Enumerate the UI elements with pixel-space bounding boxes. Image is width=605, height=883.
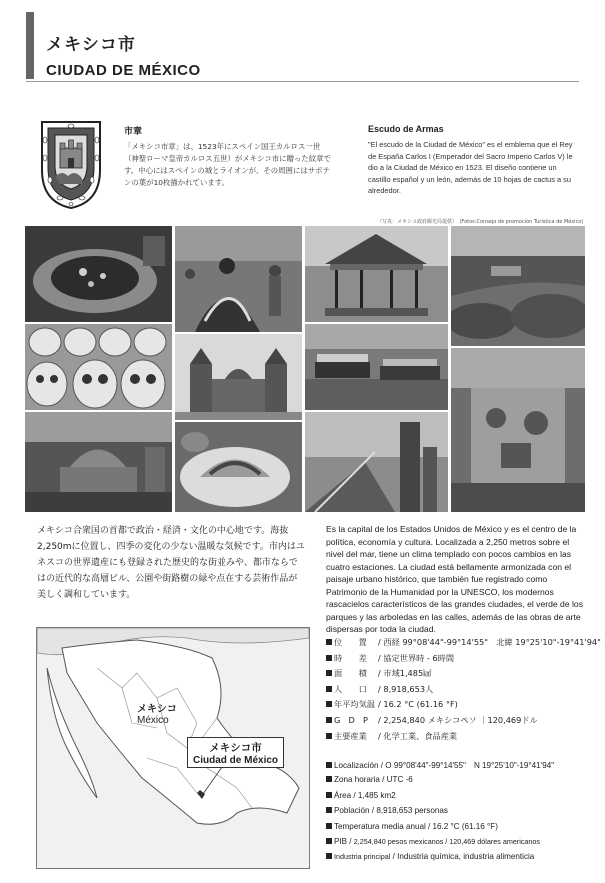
coat-of-arms-icon — [38, 118, 104, 210]
fact-item: Zona horaria / UTC -6 — [326, 775, 588, 790]
emblem-body-es: "El escudo de la Ciudad de México" es el emblema que el Rey de España Carlos I (Emperador del Sacro Imperio Carlos V) le dio a la Ciudad de México en 1523. El diseño contiene un castillo español y un león, además de 10 hojas de cactus a su alrededor. — [368, 140, 573, 195]
fact-item: PIB / 2,254,840 pesos mexicanos / 120,469 dólares americanos — [326, 837, 588, 852]
map-city-label-jp: メキシコ市 — [209, 742, 262, 754]
photo-tacos — [175, 422, 302, 512]
fact-item: Población / 8,918,653 personas — [326, 806, 588, 821]
photo-trajineras — [305, 324, 448, 410]
fact-item: 面 積 / 市域1,485㎢ — [326, 668, 588, 684]
map-city-label-es: Ciudad de México — [193, 755, 279, 766]
fact-item: Industria principal / Industria química, industria alimenticia — [326, 852, 588, 867]
fact-item: 主要産業 / 化学工業、食品産業 — [326, 731, 588, 747]
photo-credit: （写真：メキシコ政府観光局提供） (Fotos:Consejo de promoción Turística de México) — [377, 219, 584, 225]
photo-folk-dance — [175, 226, 302, 332]
location-map — [36, 627, 310, 869]
map-city-callout — [187, 737, 284, 768]
emblem-body-jp: 「メキシコ市章」は、1523年にスペイン国王カルロス一世（神聖ローマ皇帝カルロス五世）がメキシコ市に贈った紋章です。中心にはスペインの城とライオンが、その周囲にはサボテンの葉が10枚描かれています。 — [124, 142, 331, 187]
emblem-section-es — [368, 124, 580, 197]
emblem-title-es: Escudo de Armas — [368, 124, 444, 134]
fact-item: G D P / 2,254,840 メキシコペソ ｜120,469ドル — [326, 715, 588, 731]
page-title-jp: メキシコ市 — [46, 35, 136, 55]
fact-item: 人 口 / 8,918,653人 — [326, 684, 588, 700]
photo-bellas-artes — [25, 412, 172, 512]
photo-skyline — [305, 412, 448, 512]
photo-kiosk — [305, 226, 448, 322]
fact-item: Área / 1,485 km2 — [326, 791, 588, 806]
page-title-es: CIUDAD DE MÉXICO — [46, 62, 201, 79]
fact-item: Temperatura media anual / 16.2 °C (61.16 °F) — [326, 822, 588, 837]
emblem-title-jp: 市章 — [124, 127, 143, 137]
photo-cathedral — [175, 334, 302, 420]
photo-city-aerial — [451, 226, 585, 346]
photo-unam-library — [451, 348, 585, 512]
fact-item: Localización / O 99°08'44"-99°14'55" N 19°25'10"-19°41'94" — [326, 760, 588, 775]
facts-list-es — [326, 760, 588, 868]
fact-item: 位 置 / 西経 99°08'44"-99°14'55" 北緯 19°25'10"-19°41'94" — [326, 637, 588, 653]
map-country-label-jp: メキシコ — [137, 704, 177, 715]
fact-item: 時 差 / 協定世界時 - 6時間 — [326, 653, 588, 669]
photo-sugar-skulls — [25, 324, 172, 410]
photo-mole-dish — [25, 226, 172, 322]
intro-text-es: Es la capital de los Estados Unidos de México y es el centro de la política, economía y cultura. Localizada a 2,250 metros sobre el nivel del mar, tiene un clima templado con pocos cambios en las cuatro estaciones. La ciudad está bellamente armonizada con el paisaje urbano histórico, que también fue registrado como Patrimonio de la Humanidad por la UNESCO, los modernos rascacielos característicos de las grandes ciudades, el verde de los parques y las arboledas en las calles, además de las obras de arte dispersas por toda la ciudad. — [326, 524, 583, 634]
facts-list-jp — [326, 637, 601, 746]
map-country-label-es: México — [137, 715, 169, 726]
intro-text-jp: メキシコ合衆国の首都で政治・経済・文化の中心地です。海抜2,250mに位置し、四季の変化の少ない温暖な気候です。市内はユネスコの世界遺産にも登録された歴史的な街並みや、都市ならではの近代的な高層ビル、公園や街路樹の緑や点在する芸術作品が美しく調和しています。 — [37, 526, 305, 600]
title-accent-bar — [26, 12, 34, 79]
emblem-section-jp — [124, 124, 332, 189]
fact-item: 年平均気温 / 16.2 °C (61.16 °F) — [326, 699, 588, 715]
title-divider — [26, 81, 579, 82]
